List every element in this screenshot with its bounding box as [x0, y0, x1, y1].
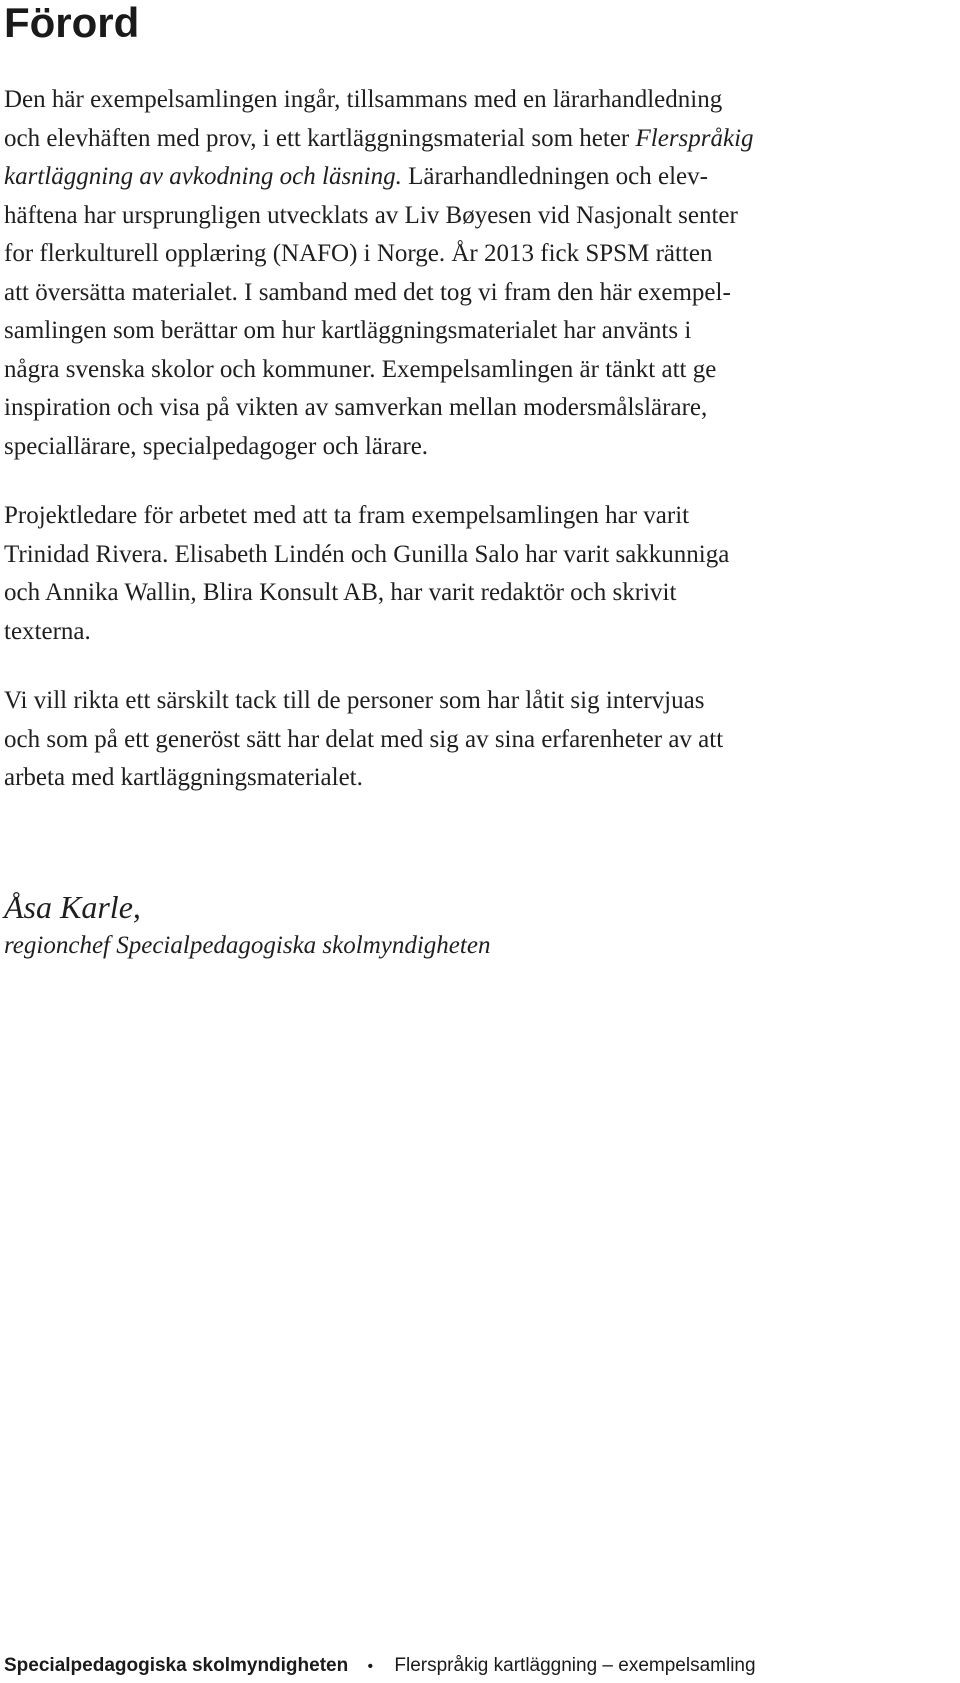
text-line: inspiration och visa på vikten av samverkan mellan modersmålslärare, [4, 394, 708, 421]
page-footer [4, 1654, 756, 1679]
paragraph-thanks [4, 682, 956, 798]
publication-title-italic: kartläggning av avkodning och läsning. [4, 163, 402, 190]
body-text [4, 81, 956, 829]
signature-name: Åsa Karle, [4, 889, 141, 925]
signature-title: regionchef Specialpedagogiska skolmyndigheten [4, 932, 491, 959]
text-line: samlingen som berättar om hur kartläggningsmaterialet har använts i [4, 317, 692, 344]
signature-block [4, 887, 490, 965]
text-line: kartläggning av avkodning och läsning. Lärarhandledningen och elev- [4, 163, 708, 190]
paragraph-credits [4, 497, 956, 651]
page-title: Förord [4, 0, 140, 46]
text-line: arbeta med kartläggningsmaterialet. [4, 764, 363, 791]
text-line: och Annika Wallin, Blira Konsult AB, har varit redaktör och skrivit [4, 579, 677, 606]
text-line: att översätta materialet. I samband med det tog vi fram den här exempel- [4, 278, 731, 306]
text-line: Den här exempelsamlingen ingår, tillsammans med en lärarhandledning [4, 86, 723, 113]
footer-publication: Flerspråkig kartläggning – exempelsamling [394, 1655, 756, 1676]
text-line: och elevhäften med prov, i ett kartläggningsmaterial som heter Flerspråkig [4, 124, 754, 152]
text-line: speciallärare, specialpedagoger och lärare. [4, 432, 429, 460]
text-line: och som på ett generöst sätt har delat med sig av sina erfarenheter av att [4, 725, 724, 753]
text-line: Vi vill rikta ett särskilt tack till de personer som har låtit sig intervjuas [4, 687, 705, 714]
text-line: häftena har ursprungligen utvecklats av Liv Bøyesen vid Nasjonalt senter [4, 201, 738, 229]
publication-title-italic: Flerspråkig [635, 124, 754, 152]
footer-organization: Specialpedagogiska skolmyndigheten [4, 1655, 349, 1676]
text-line: Trinidad Rivera. Elisabeth Lindén och Gunilla Salo har varit sakkunniga [4, 540, 730, 568]
text-line: några svenska skolor och kommuner. Exempelsamlingen är tänkt att ge [4, 355, 717, 383]
text-line: Projektledare för arbetet med att ta fram exempelsamlingen har varit [4, 502, 690, 529]
text-line: for flerkulturell opplæring (NAFO) i Norge. År 2013 fick SPSM rätten [4, 240, 713, 267]
paragraph-intro [4, 81, 956, 466]
text-line: texterna. [4, 617, 91, 645]
footer-separator: • [367, 1658, 374, 1675]
